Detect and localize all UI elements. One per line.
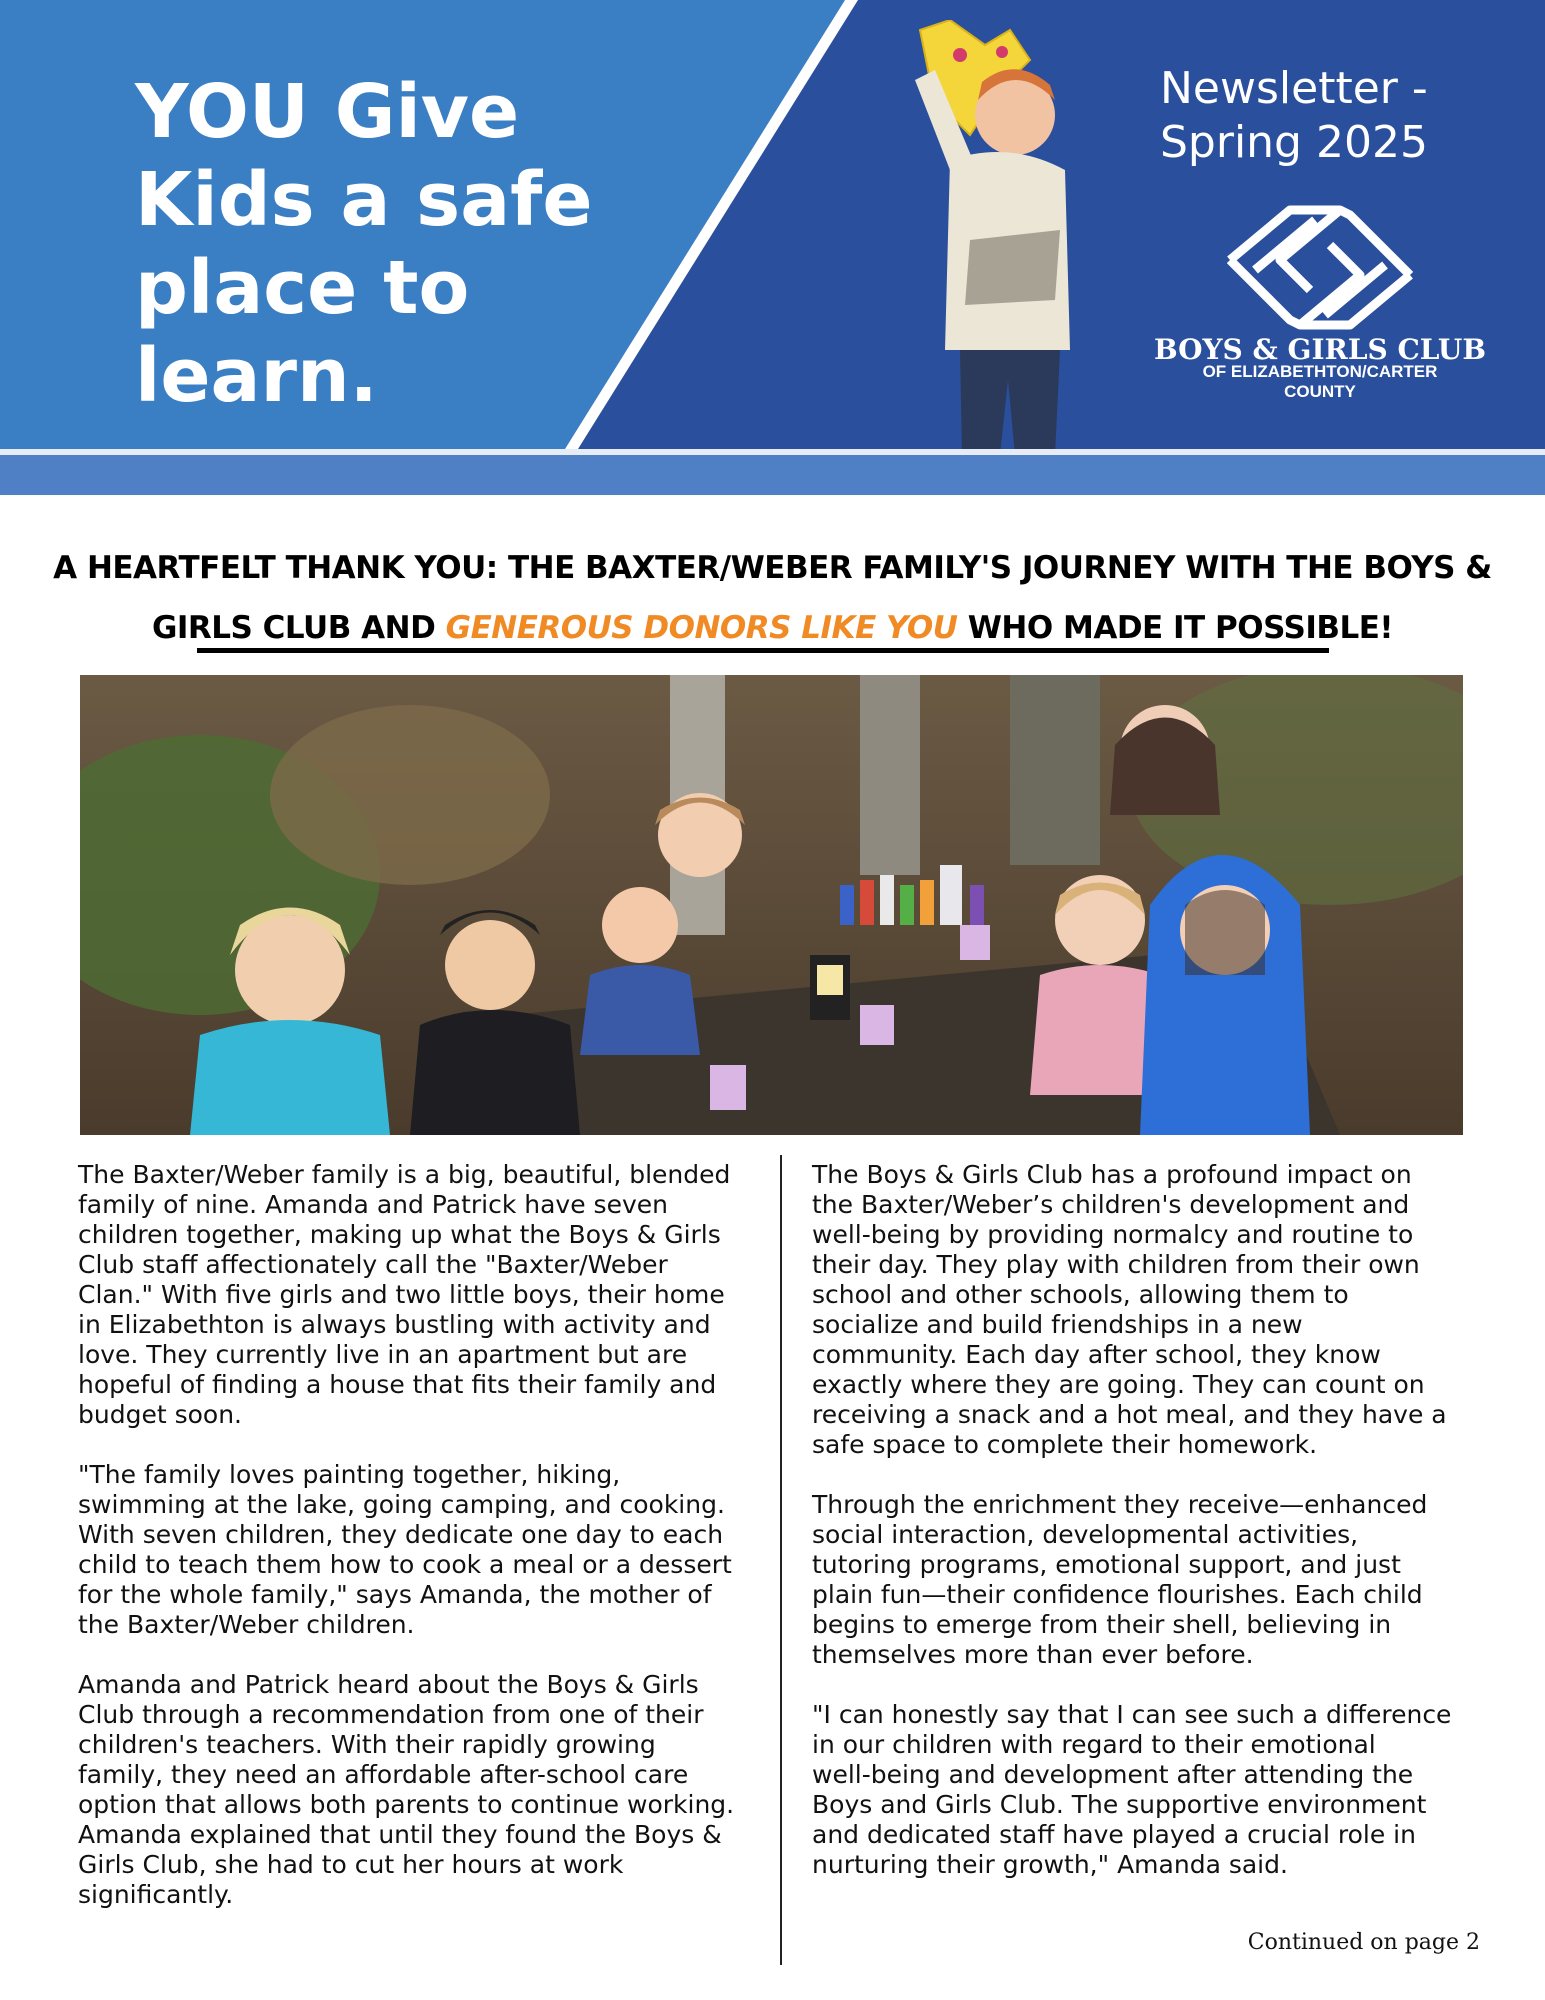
header-stripe	[0, 455, 1545, 495]
club-name: BOYS & GIRLS CLUB	[1153, 333, 1487, 366]
article-left-column	[78, 1160, 758, 1940]
club-logo-icon	[1220, 205, 1420, 335]
headline: YOU Give Kids a safe place to learn.	[135, 69, 593, 419]
article-right-column	[812, 1160, 1492, 1910]
left-paragraph-1: The Baxter/Weber family is a big, beautiful, blended family of nine. Amanda and Patrick have seven children together, making up what the Boys & Girls Club staff affectionately call the "Baxter/Weber Clan." With five girls and two little boys, their home in Elizabethton is always bustling with activity and love. They currently live in an apartment but are hopeful of finding a house that fits their family and budget soon.	[78, 1160, 731, 1429]
club-location: OF ELIZABETHTON/CARTER COUNTY	[1202, 362, 1438, 401]
column-divider	[780, 1155, 782, 1965]
article-title	[40, 538, 1505, 658]
continued-note: Continued on page 2	[1247, 1930, 1480, 1955]
left-paragraph-3: Amanda and Patrick heard about the Boys & Girls Club through a recommendation from one of their children's teachers. With their rapidly growing family, they need an affordable after-school care option that allows both parents to continue working. Amanda explained that until they found the Boys & Girls Club, she had to cut her hours at work significantly.	[78, 1670, 735, 1909]
title-text-end: WHO MADE IT POSSIBLE!	[957, 610, 1394, 646]
header-banner	[0, 0, 1545, 455]
kids-painting-photo	[80, 675, 1463, 1135]
right-paragraph-1: The Boys & Girls Club has a profound impact on the Baxter/Weber’s children's development and well-being by providing normalcy and routine to their day. They play with children from their own school and other schools, allowing them to socialize and build friendships in a new community. Each day after school, they know exactly where they are going. They can count on receiving a snack and a hot meal, and they have a safe space to complete their homework.	[812, 1160, 1447, 1459]
title-highlight: GENEROUS DONORS LIKE YOU	[445, 610, 958, 646]
title-text-start: A HEARTFELT THANK YOU: THE BAXTER/WEBER FAMILY'S JOURNEY WITH THE BOYS & GIRLS CLUB AND	[53, 550, 1492, 646]
boy-photo	[890, 20, 1080, 455]
title-underline	[197, 648, 1329, 653]
right-paragraph-3: "I can honestly say that I can see such a difference in our children with regard to their emotional well-being and development after attending the Boys and Girls Club. The supportive environment and dedicated staff have played a crucial role in nurturing their growth," Amanda said.	[812, 1700, 1452, 1879]
right-paragraph-2: Through the enrichment they receive—enhanced social interaction, developmental activities, tutoring programs, emotional support, and just plain fun—their confidence flourishes. Each child begins to emerge from their shell, believing in themselves more than ever before.	[812, 1490, 1428, 1669]
newsletter-issue: Newsletter - Spring 2025	[1160, 63, 1428, 168]
left-paragraph-2: "The family loves painting together, hiking, swimming at the lake, going camping, and cooking. With seven children, they dedicate one day to each child to teach them how to cook a meal or a dessert for the whole family," says Amanda, the mother of the Baxter/Weber children.	[78, 1460, 732, 1639]
